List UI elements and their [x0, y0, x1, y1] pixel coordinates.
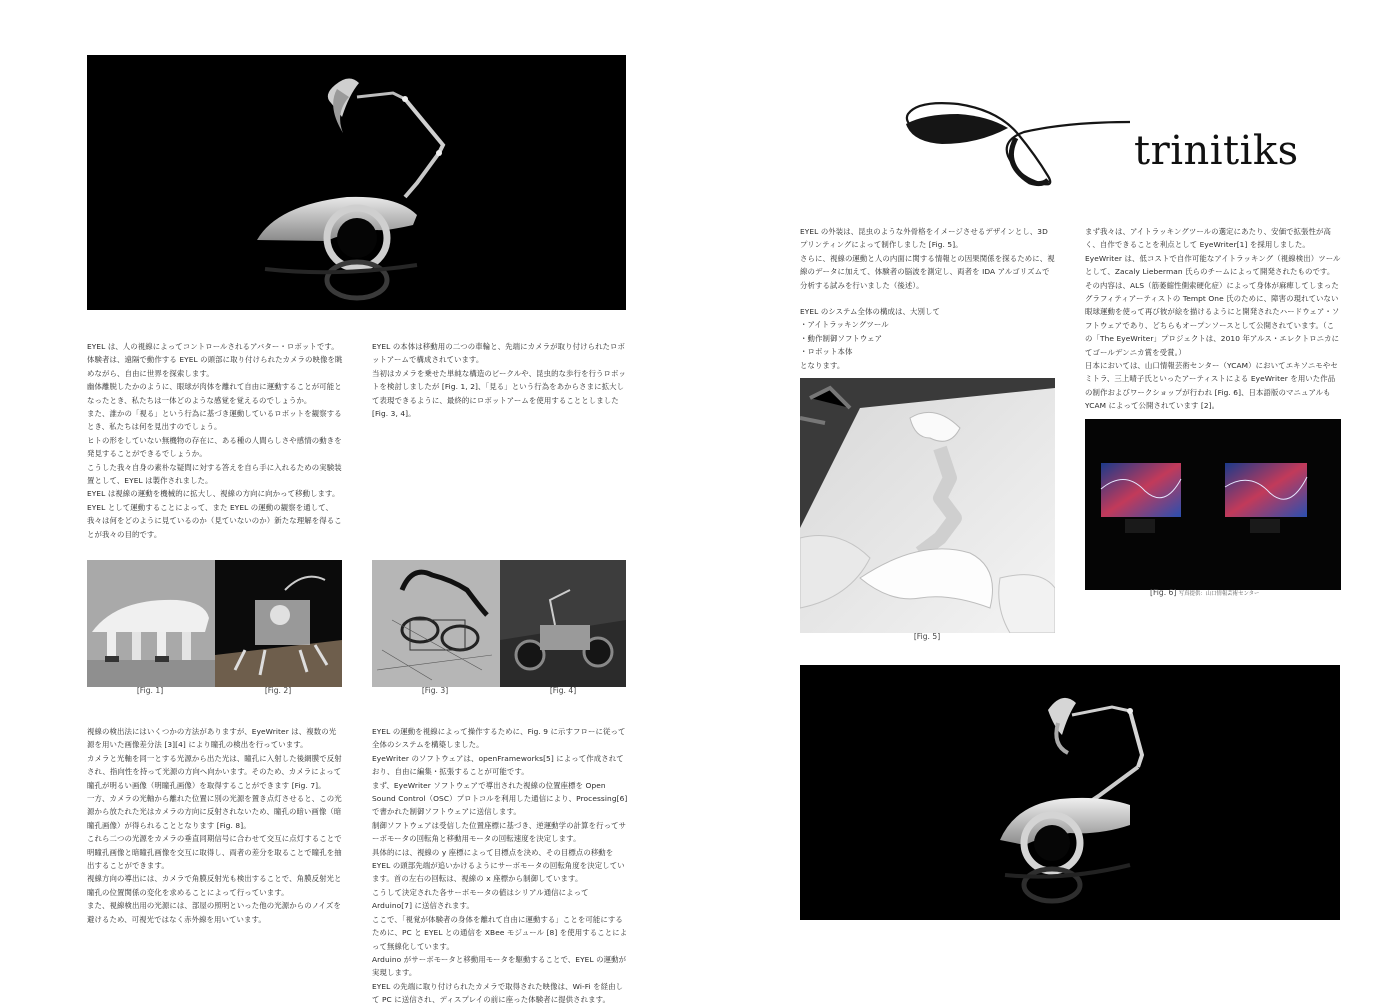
eyewriter-paragraph: 日本においては、山口情報芸術センター（YCAM）においてエキソニモやセミトラ、三上晴子氏といったアーティストによる EyeWriter を用いた作品の制作およびワークショップが行われ [Fig. 6]、日本語版のマニュアルも YCAM によって公開されています [2]。 — [1085, 361, 1338, 411]
robot-illustration — [87, 55, 626, 310]
eyewriter-text — [1085, 225, 1341, 413]
detection-paragraph: カメラと光軸を同一とする光源から出た光は、瞳孔に入射した後網膜で反射され、指向性を持って光源の方向へ向かいます。そのため、カメラによって瞳孔が明るい画像（明瞳孔画像）を取得することができます [Fig. 7]。 — [87, 753, 342, 790]
detection-paragraph: 視線の検出法にはいくつかの方法がありますが、EyeWriter は、複数の光源を用いた画像差分法 [3][4] により瞳孔の検出を行っています。 — [87, 727, 337, 750]
system-flow-text — [372, 725, 628, 1007]
system-overview-line: となります。 — [800, 360, 845, 370]
system-component-item: ・ロボット本体 — [800, 347, 853, 357]
detection-paragraph: これら二つの光源をカメラの垂直同期信号に合わせて交互に点灯することで明瞳孔画像と暗瞳孔画像を交互に取得し、両者の差分を取ることで瞳孔を抽出することができます。 — [87, 834, 342, 871]
brand-name: trinitiks — [1134, 128, 1299, 174]
robot-photo-bottom — [800, 665, 1340, 920]
fig-2-caption: [Fig. 2] — [264, 686, 292, 695]
fig-3-caption: [Fig. 3] — [421, 686, 449, 695]
fig-6-caption — [1150, 588, 1280, 597]
fig-1-image — [87, 560, 215, 687]
system-component-item: ・動作制御ソフトウェア — [800, 333, 883, 343]
system-overview-line: EYEL のシステム全体の構成は、大別して — [800, 307, 940, 317]
intro-paragraph: ヒトの形をしていない無機物の存在に、ある種の人間らしさや感情の動きを発見することができるでしょうか。 — [87, 435, 342, 459]
exterior-paragraph: EYEL の外装は、昆虫のような外骨格をイメージさせるデザインとし、3D プリンティングによって制作しました [Fig. 5]。 — [800, 227, 1048, 250]
fig-1-caption: [Fig. 1] — [136, 686, 164, 695]
fig-6-credit: 写真提供：山口情報芸術センター — [1178, 591, 1260, 597]
system-paragraph: ここで、「視覚が体験者の身体を離れて自由に運動する」ことを可能にするために、PC と EYEL との通信を XBee モジュール [8] を使用することによって無線化しています。 — [372, 914, 628, 951]
body-structure-text — [372, 340, 628, 420]
system-paragraph: 制御ソフトウェアは受信した位置座標に基づき、逆運動学の計算を行ってサーボモータの回転角と移動用モータの回転速度を決定します。 — [372, 820, 627, 844]
eyewriter-paragraph: その内容は、ALS（筋萎縮性側索硬化症）によって身体が麻痺してしまったグラフィティアーティストの Tempt One 氏のために、障害の現れていない眼球運動を使って再び彼が絵を描けるようにと開発されたハードウェア・ソフトウェアであり、どちらもオープンソースとして公開されています。（この「The EyeWriter」プロジェクトは、2010 年アルス・エレクトロニカにてゴールデンニカ賞を受賞。） — [1085, 280, 1340, 357]
body-paragraph: EYEL の本体は移動用の二つの車輪と、先端にカメラが取り付けられたロボットアームで構成されています。 — [372, 342, 626, 365]
fig-6-label: [Fig. 6] — [1150, 588, 1177, 597]
eyewriter-paragraph: EyeWriter は、低コストで自作可能なアイトラッキング（視線検出）ツールとして、Zacaly Lieberman 氏らのチームによって開発されたものです。 — [1085, 253, 1341, 277]
fig-2-image — [215, 560, 342, 687]
system-paragraph: EYEL の運動を視線によって操作するために、Fig. 9 に示すフローに従って全体のシステムを構築しました。 — [372, 727, 626, 750]
detection-paragraph: 一方、カメラの光軸から離れた位置に別の光源を置き点灯させると、この光源から放たれた光はカメラの方向に反射されないため、瞳孔の暗い画像（暗瞳孔画像）が得られることとなります [Fig. 8]。 — [87, 794, 342, 830]
intro-paragraph: EYEL として運動することによって、また EYEL の運動の観察を通して、我々は何をどのように見ているのか（見ていないのか）新たな理解を得ることが我々の目的です。 — [87, 502, 342, 539]
fig-5-image — [800, 378, 1055, 633]
trinitiks-logo-icon — [898, 98, 1134, 188]
fig-4-caption: [Fig. 4] — [549, 686, 577, 695]
fig-4-image — [500, 560, 626, 687]
system-paragraph: Arduino がサーボモータと移動用モータを駆動することで、EYEL の運動が実現します。 — [372, 954, 627, 978]
fig-5-caption: [Fig. 5] — [913, 632, 941, 641]
intro-paragraph: EYEL は視線の運動を機械的に拡大し、視線の方向に向かって移動します。 — [87, 489, 340, 499]
hero-photo-robot — [87, 55, 626, 310]
body-paragraph: 当初はカメラを乗せた単純な構造のビークルや、昆虫的な歩行を行うロボットを検討しましたが [Fig. 1, 2]、「見る」という行為をあからさまに拡大して表現できるように、最終的にロボットアームを使用することとしました [Fig. 3, 4]。 — [372, 368, 627, 419]
intro-paragraph: EYEL は、人の視線によってコントロールされるアバター・ロボットです。 — [87, 342, 339, 351]
system-paragraph: まず、EyeWriter ソフトウェアで導出された視線の位置座標を Open Sound Control（OSC）プロトコルを利用した通信により、Processing[6] で書かれた制御ソフトウェアに送信します。 — [372, 780, 628, 817]
system-paragraph: EYEL の先端に取り付けられたカメラで取得された映像は、Wi-Fi を経由して PC に送信され、ディスプレイの前に座った体験者に提供されます。 — [372, 981, 624, 1005]
intro-paragraph: また、誰かの「視る」という行為に基づき運動しているロボットを観察するとき、私たちは何を見出すのでしょう。 — [87, 409, 342, 432]
fig-6-image — [1085, 419, 1341, 590]
intro-paragraph: 体験者は、遠隔で動作する EYEL の頭部に取り付けられたカメラの映像を眺めながら、自由に世界を探索します。 — [87, 355, 343, 378]
detection-paragraph: また、視線検出用の光源には、部屋の照明といった他の光源からのノイズを避けるため、可視光ではなく赤外線を用いています。 — [87, 901, 341, 924]
intro-text — [87, 340, 343, 541]
detection-paragraph: 視線方向の導出には、カメラで角膜反射光も検出することで、角膜反射光と瞳孔の位置関係の変化を求めることによって行っています。 — [87, 874, 342, 897]
system-paragraph: こうして決定された各サーボモータの値はシリアル通信によって Arduino[7] に送信されます。 — [372, 887, 589, 911]
fig-3-image — [372, 560, 500, 687]
eye-detection-text — [87, 725, 343, 926]
eyewriter-paragraph: まず我々は、アイトラッキングツールの選定にあたり、安価で拡張性が高く、自作できることを利点として EyeWriter[1] を採用しました。 — [1085, 227, 1332, 250]
intro-paragraph: こうした我々自身の素朴な疑問に対する答えを自ら手に入れるための実験装置として、EYEL は製作されました。 — [87, 462, 342, 486]
system-component-item: ・アイトラッキングツール — [800, 320, 889, 330]
intro-paragraph: 幽体離脱したかのように、眼球が肉体を離れて自由に運動することが可能となったとき、私たちは一体どのような感覚を覚えるのでしょうか。 — [87, 382, 342, 405]
system-paragraph: 具体的には、視線の y 座標によって目標点を決め、その目標点の移動を EYEL の頭部先端が追いかけるようにサーボモータの回転角度を決定しています。首の左右の回転は、視線の x 座標から制御しています。 — [372, 847, 625, 884]
exterior-paragraph: さらに、視線の運動と人の内面に関する情報との因果関係を探るために、視線のデータに加えて、体験者の脳波を測定し、両者を IDA アルゴリズムで分析する試みを行いました（後述）。 — [800, 253, 1055, 290]
system-paragraph: EyeWriter のソフトウェアは、openFrameworks[5] によって作成されており、自由に編集・拡張することが可能です。 — [372, 753, 624, 777]
exterior-text — [800, 225, 1056, 372]
